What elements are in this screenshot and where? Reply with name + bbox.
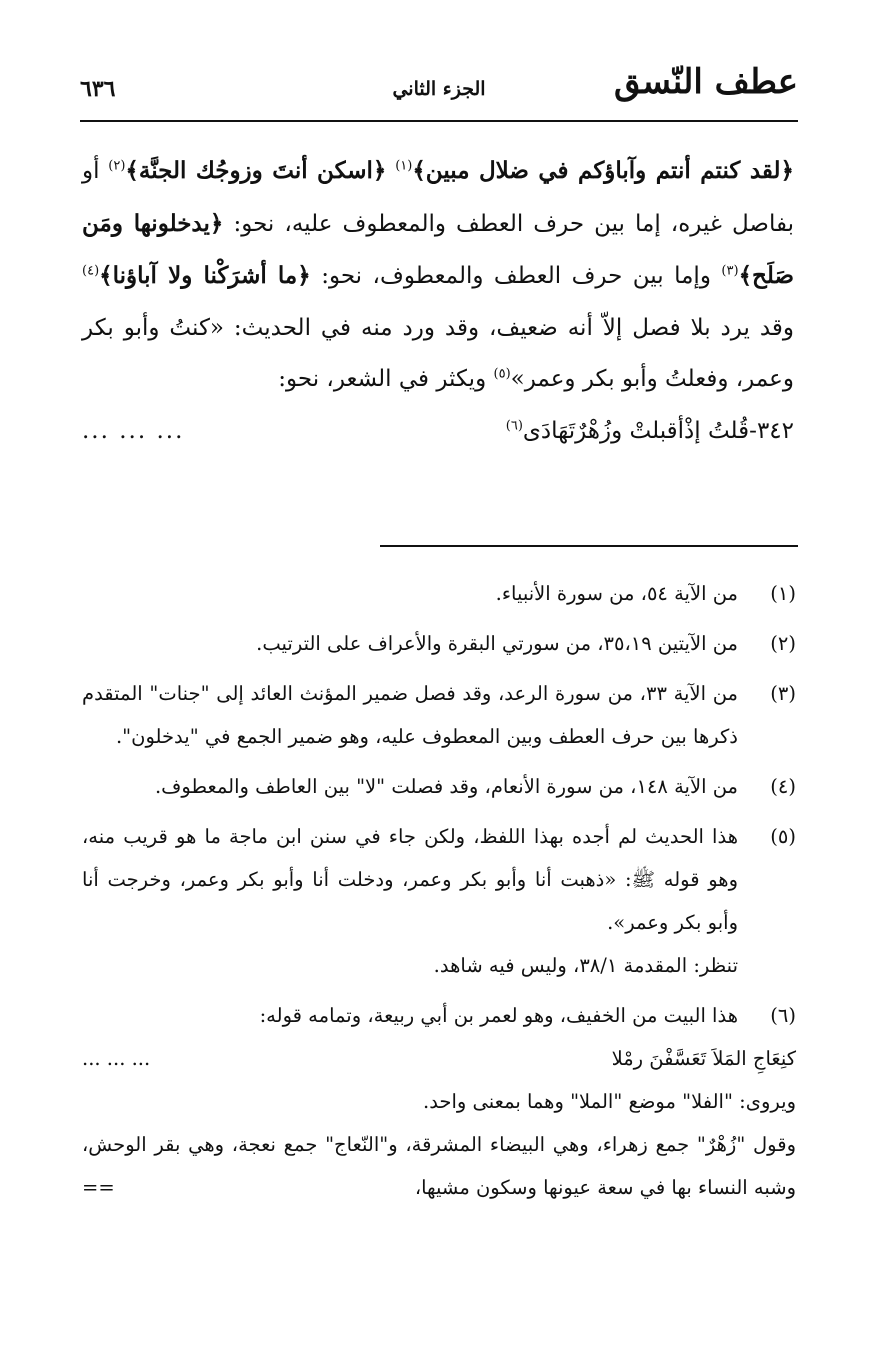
footnote <box>82 994 796 1209</box>
footnote <box>82 572 796 615</box>
footnote-paragraph: هذا الحديث لم أجده بهذا اللفظ، ولكن جاء في سنن ابن ماجة ما هو قريب منه، وهو قوله ﷺ: «ذهبت أنا وأبو بكر وعمر، ودخلت أنا وأبو بكر وعمر، وخرجت أنا وأبو بكر وعمر». <box>82 825 738 934</box>
footnote-text: من الآية ٣٣، من سورة الرعد، وقد فصل ضمير المؤنث العائد إلى "جنات" المتقدم ذكرها بين حرف العطف وبين المعطوف عليه، وهو ضمير الجمع في "يدخلون". <box>82 682 738 748</box>
footnote <box>82 622 796 665</box>
footnote-paragraph: وقول "زُهْرٌ" جمع زهراء، وهي البيضاء المشرقة، و"النّعاج" جمع نعجة، وهي بقر الوحش، وشبه النساء بها في سعة عيونها وسكون مشيها، == <box>82 1123 796 1209</box>
poem-second-hemistich: ... ... ... <box>82 417 185 444</box>
footnote-text <box>82 994 796 1209</box>
body-text: ويكثر في الشعر، نحو: <box>278 366 487 392</box>
body-text: وقد يرد بلا فصل إلاّ أنه ضعيف، وقد ورد منه في الحديث: «كنتُ وأبو بكر وعمر، وفعلتُ وأبو بكر وعمر» <box>82 314 794 392</box>
footnote-number: (٦) <box>770 1004 796 1027</box>
footnote-number: (١) <box>770 582 796 605</box>
footnote-text: من الآية ٥٤، من سورة الأنبياء. <box>495 582 738 605</box>
footnote-number: (٢) <box>770 632 796 655</box>
header-divider <box>80 120 798 122</box>
footnote <box>82 815 796 987</box>
footnote-number: (٣) <box>770 682 796 705</box>
footnote-text: من الآيتين ٣٥،١٩، من سورتي البقرة والأعراف على الترتيب. <box>256 632 738 655</box>
footnote-ref: (١) <box>395 158 413 174</box>
poem-first-hemistich: كنِعَاجِ المَلاَ تَعَسَّفْنَ رمْلا <box>611 1047 796 1070</box>
page-header <box>80 62 798 120</box>
footnote-ref: (٢) <box>108 158 126 174</box>
footnote-ref: (٥) <box>493 366 511 382</box>
book-title: عطف النّسق <box>614 62 798 102</box>
poem-second-hemistich: ... ... ... <box>82 1047 151 1070</box>
body-text: وإما بين حرف العطف والمعطوف، نحو: <box>321 263 711 289</box>
footnotes <box>82 572 796 1216</box>
poem-line <box>82 406 794 458</box>
poem-first-hemistich: ٣٤٢-قُلتُ إذْأقبلتْ وزُهْرٌتَهَادَى$^{(٦)}$ <box>505 417 794 444</box>
footnote-number: (٤) <box>770 775 796 798</box>
quran-verse: ﴿يدخلونها ومَن صَلَح﴾ <box>82 209 795 289</box>
page-number: ٦٣٦ <box>80 76 116 102</box>
quran-verse: ﴿ما أشرَكْنا ولا آباؤنا﴾ <box>99 262 311 289</box>
footnote-paragraph: هذا البيت من الخفيف، وهو لعمر بن أبي ربيعة، وتمامه قوله: <box>259 1004 738 1027</box>
continuation-mark: == <box>82 1176 115 1199</box>
quran-verse: ﴿لقد كنتم أنتم وآباؤكم في ضلال مبين﴾ <box>412 157 795 184</box>
part-title: الجزء الثاني <box>392 78 486 100</box>
body-text: أو بفاصل غيره، إما بين حرف العطف والمعطوف عليه، نحو: <box>82 158 794 237</box>
footnote-poem-line <box>82 1037 796 1080</box>
footnote-paragraph: ويروى: "الفلا" موضع "الملا" وهما بمعنى واحد. <box>423 1090 796 1113</box>
footnote-text <box>82 815 738 987</box>
footnote-text: من الآية ١٤٨، من سورة الأنعام، وقد فصلت "لا" بين العاطف والمعطوف. <box>154 775 738 798</box>
main-paragraph <box>82 145 794 406</box>
main-text <box>82 145 794 457</box>
footnote-divider <box>380 545 798 547</box>
footnote-ref: (٣) <box>721 263 739 279</box>
footnote-paragraph: تنظر: المقدمة ٣٨/١، وليس فيه شاهد. <box>433 954 738 977</box>
footnote-ref: (٤) <box>82 263 100 279</box>
footnote <box>82 672 796 758</box>
footnote-ref: (٦) <box>505 417 523 433</box>
footnote <box>82 765 796 808</box>
footnote-number: (٥) <box>770 825 796 848</box>
quran-verse: ﴿اسكن أنتَ وزوجُك الجنَّة﴾ <box>125 157 387 184</box>
